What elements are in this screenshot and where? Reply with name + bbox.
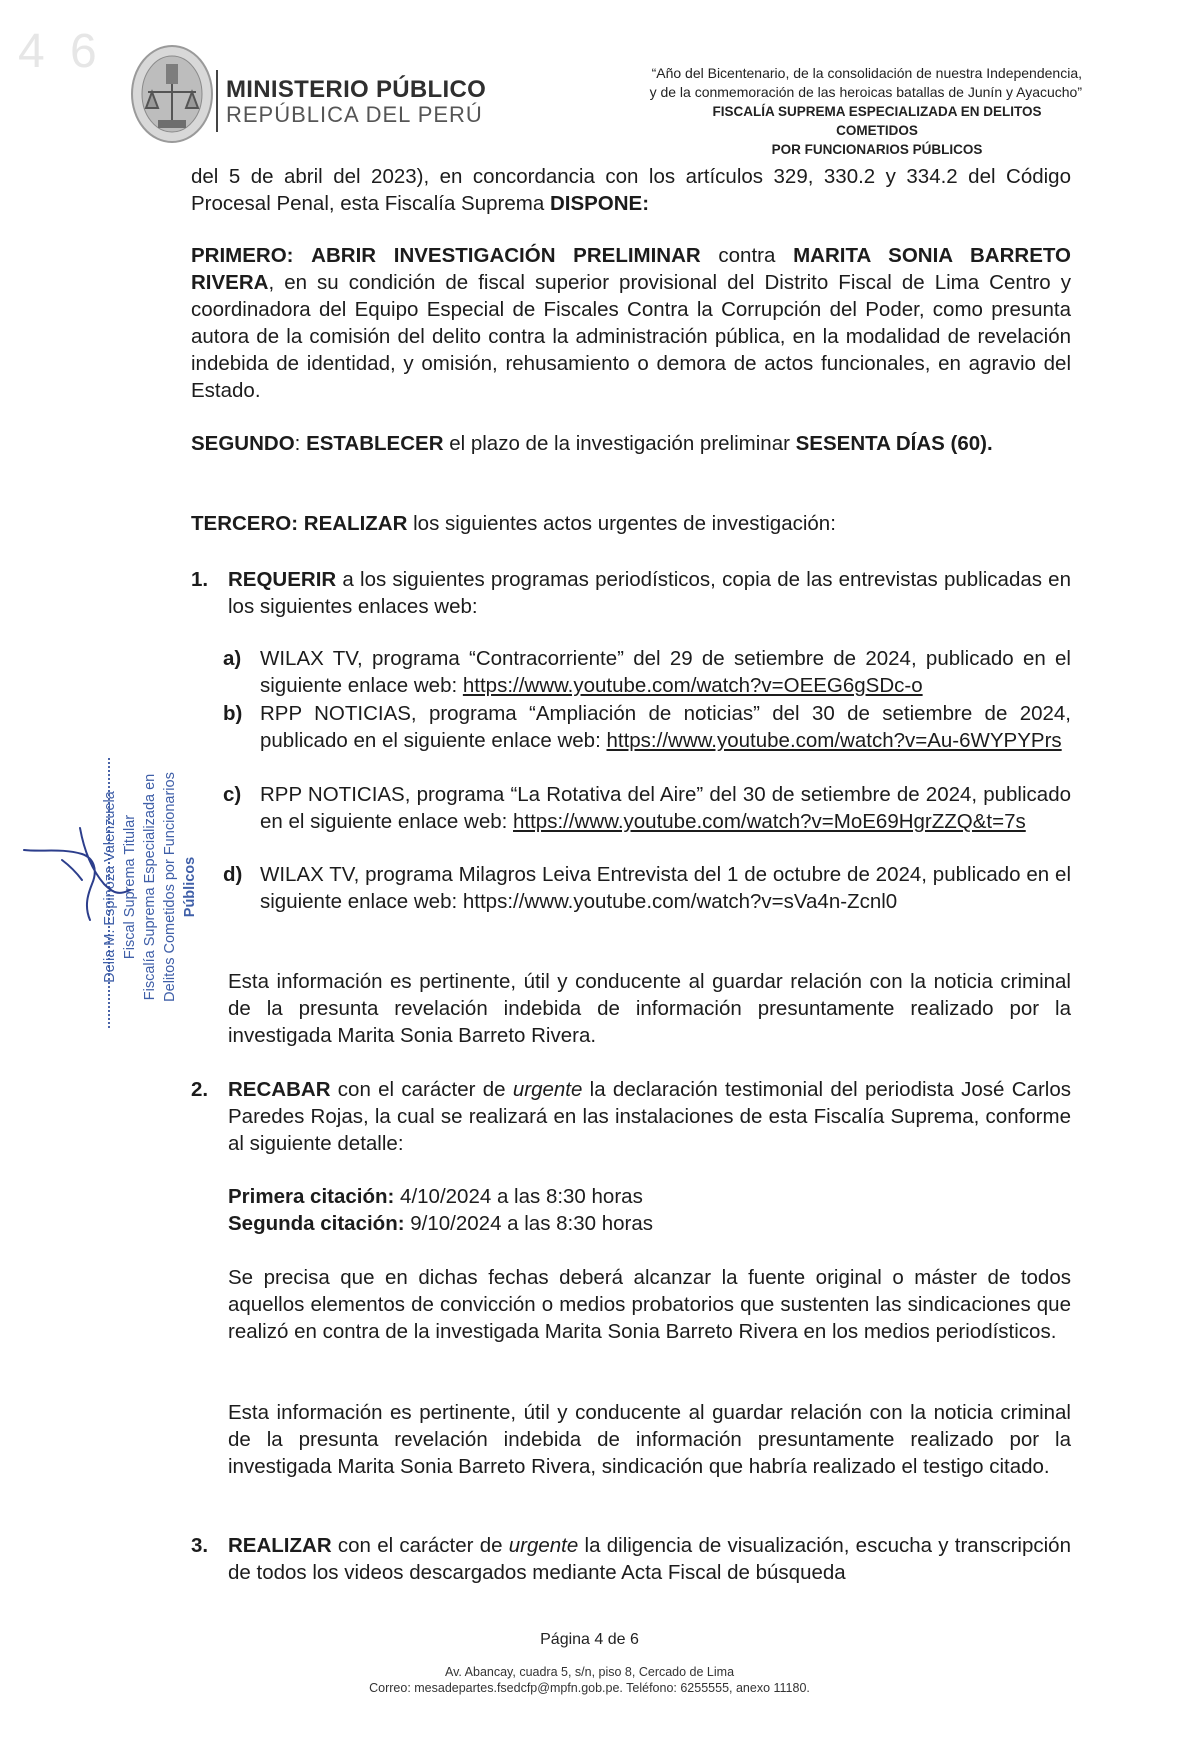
sub-a-body: WILAX TV, programa “Contracorriente” del 29 de setiembre de 2024, publicado en el siguiente enlace web: bbox=[260, 647, 1071, 697]
item-3-body: la diligencia de visualización, escucha y transcripción de todos los videos descargados mediante Acta Fiscal de búsqueda bbox=[228, 1534, 1071, 1584]
citation-1-value: 4/10/2024 a las 8:30 horas bbox=[400, 1185, 643, 1208]
header-divider bbox=[216, 70, 218, 132]
tercero-text: los siguientes actos urgentes de investigación: bbox=[413, 512, 836, 535]
item-2-body: la declaración testimonial del periodista José Carlos Paredes Rojas, la cual se realizará en las instalaciones de esta Fiscalía Suprema, conforme al siguiente detalle: bbox=[228, 1078, 1071, 1155]
sub-c-link[interactable]: https://www.youtube.com/watch?v=MoE69HgrZZQ&t=7s bbox=[513, 810, 1026, 833]
item-2-number: 2. bbox=[191, 1078, 209, 1101]
stamp-line-3: Fiscalía Suprema Especializada en bbox=[142, 773, 158, 1001]
segundo-colon: : bbox=[294, 432, 301, 455]
segundo-duration: SESENTA DÍAS (60). bbox=[795, 432, 993, 455]
ministerio-seal-icon bbox=[128, 42, 216, 146]
primero-name: MARITA SONIA BARRETO RIVERA bbox=[191, 244, 1071, 294]
segundo-action: ESTABLECER bbox=[306, 432, 444, 455]
segundo-paragraph bbox=[191, 430, 1071, 457]
item-3-action: REALIZAR bbox=[228, 1534, 332, 1557]
intro-paragraph bbox=[191, 163, 1071, 217]
sub-a-link[interactable]: https://www.youtube.com/watch?v=OEEG6gSDc-o bbox=[462, 674, 923, 697]
tercero-label: TERCERO: bbox=[191, 512, 299, 535]
sub-d-link: https://www.youtube.com/watch?v=sVa4n-Zcnl0 bbox=[462, 890, 898, 913]
item-3-number: 3. bbox=[191, 1534, 209, 1557]
citation-2-label: Segunda citación: bbox=[228, 1212, 405, 1235]
intro-dispone: DISPONE: bbox=[549, 192, 650, 215]
item-2-pre: con el carácter de bbox=[337, 1078, 506, 1101]
stamp-line-2: Fiscal Suprema Titular bbox=[122, 814, 138, 960]
primero-action: ABRIR INVESTIGACIÓN PRELIMINAR bbox=[311, 244, 701, 267]
info-paragraph-1: Esta información es pertinente, útil y conducente al guardar relación con la noticia criminal de la presunta revelación indebida de información presuntamente realizado por la investigada Marita Sonia Barreto Rivera. bbox=[228, 970, 1071, 1047]
tercero-action: REALIZAR bbox=[303, 512, 408, 535]
item-3-urgent: urgente bbox=[508, 1534, 579, 1557]
footer-address: Av. Abancay, cuadra 5, s/n, piso 8, Cercado de Lima bbox=[444, 1665, 735, 1679]
office-line-1: FISCALÍA SUPREMA ESPECIALIZADA EN DELITOS COMETIDOS bbox=[712, 104, 1042, 138]
segundo-label: SEGUNDO bbox=[191, 432, 295, 455]
stamp-line-1: Delia M. Espinoza Valenzuela bbox=[102, 791, 118, 983]
primero-paragraph bbox=[191, 242, 1071, 404]
item-2-action: RECABAR bbox=[228, 1078, 331, 1101]
sub-d-body: WILAX TV, programa Milagros Leiva Entrevista del 1 de octubre de 2024, publicado en el siguiente enlace web: bbox=[260, 863, 1071, 913]
sub-b-body: RPP NOTICIAS, programa “Ampliación de noticias” del 30 de setiembre de 2024, publicado en el siguiente enlace web: bbox=[260, 702, 1071, 752]
primero-label: PRIMERO: bbox=[191, 244, 294, 267]
sub-c-label: c) bbox=[223, 783, 242, 806]
handwritten-signature-icon bbox=[22, 820, 152, 930]
item-3-pre: con el carácter de bbox=[337, 1534, 503, 1557]
item-2-urgent: urgente bbox=[512, 1078, 583, 1101]
sub-c-text bbox=[260, 781, 1071, 835]
stamp-line-4: Delitos Cometidos por Funcionarios bbox=[162, 772, 178, 1002]
item-1-body: a los siguientes programas periodísticos, copia de las entrevistas publicadas en los siguientes enlaces web: bbox=[228, 568, 1071, 618]
sub-b-link[interactable]: https://www.youtube.com/watch?v=Au-6WYPYPrs bbox=[606, 729, 1062, 752]
citation-2-value: 9/10/2024 a las 8:30 horas bbox=[410, 1212, 654, 1235]
citation-1 bbox=[228, 1183, 1071, 1210]
item-1-text bbox=[228, 566, 1071, 620]
year-motto-line-1: “Año del Bicentenario, de la consolidación de nuestra Independencia, bbox=[651, 65, 1082, 81]
sub-c-body: RPP NOTICIAS, programa “La Rotativa del Aire” del 30 de setiembre de 2024, publicado en el siguiente enlace web: bbox=[260, 783, 1071, 833]
sub-b-text bbox=[260, 700, 1071, 754]
citation-2 bbox=[228, 1210, 1071, 1237]
sub-a-label: a) bbox=[223, 647, 242, 670]
primero-text: , en su condición de fiscal superior provisional del Distrito Fiscal de Lima Centro y coordinadora del Equipo Especial de Fiscales Contra la Corrupción del Poder, como presunta autora de la comisión del delito contra la administración pública, en la modalidad de revelación indebida de identidad, y omisión, rehusamiento o demora de actos funcionales, en agravio del Estado. bbox=[191, 271, 1071, 402]
sub-d-text bbox=[260, 861, 1071, 915]
sub-a-text bbox=[260, 645, 1071, 699]
info-paragraph-2: Esta información es pertinente, útil y conducente al guardar relación con la noticia criminal de la presunta revelación indebida de información presuntamente realizado por la investigada Marita Sonia Barreto Rivera, sindicación que habría realizado el testigo citado. bbox=[228, 1401, 1071, 1478]
footer-contact: Correo: mesadepartes.fsedcfp@mpfn.gob.pe. Teléfono: 6255555, anexo 11180. bbox=[369, 1681, 810, 1695]
ghost-page-marker: 4 6 bbox=[18, 25, 103, 78]
office-line-2: POR FUNCIONARIOS PÚBLICOS bbox=[771, 142, 983, 157]
sub-b-label: b) bbox=[223, 702, 243, 725]
precisa-paragraph: Se precisa que en dichas fechas deberá alcanzar la fuente original o máster de todos aquellos elementos de convicción o medios probatorios que sustenten las sindicaciones que realizó en contra de la investigada Marita Sonia Barreto Rivera en los medios periodísticos. bbox=[228, 1266, 1071, 1343]
citation-1-label: Primera citación: bbox=[228, 1185, 395, 1208]
org-name: MINISTERIO PÚBLICO bbox=[226, 76, 487, 103]
tercero-paragraph bbox=[191, 510, 1071, 537]
org-country: REPÚBLICA DEL PERÚ bbox=[226, 102, 483, 127]
page-number: Página 4 de 6 bbox=[540, 1631, 639, 1648]
header-right-block bbox=[522, 64, 1082, 159]
stamp-line-5: Públicos bbox=[182, 856, 198, 918]
item-3-text bbox=[228, 1532, 1071, 1586]
sub-d-label: d) bbox=[223, 863, 243, 886]
item-2-text bbox=[228, 1076, 1071, 1157]
item-1-action: REQUERIR bbox=[228, 568, 337, 591]
year-motto-line-2: y de la conmemoración de las heroicas batallas de Junín y Ayacucho” bbox=[649, 84, 1082, 100]
primero-contra: contra bbox=[718, 244, 776, 267]
citations-block bbox=[228, 1183, 1071, 1237]
segundo-text: el plazo de la investigación preliminar bbox=[449, 432, 790, 455]
intro-text: del 5 de abril del 2023), en concordancia con los artículos 329, 330.2 y 334.2 del Código Procesal Penal, esta Fiscalía Suprema bbox=[191, 165, 1071, 215]
item-1-number: 1. bbox=[191, 568, 209, 591]
